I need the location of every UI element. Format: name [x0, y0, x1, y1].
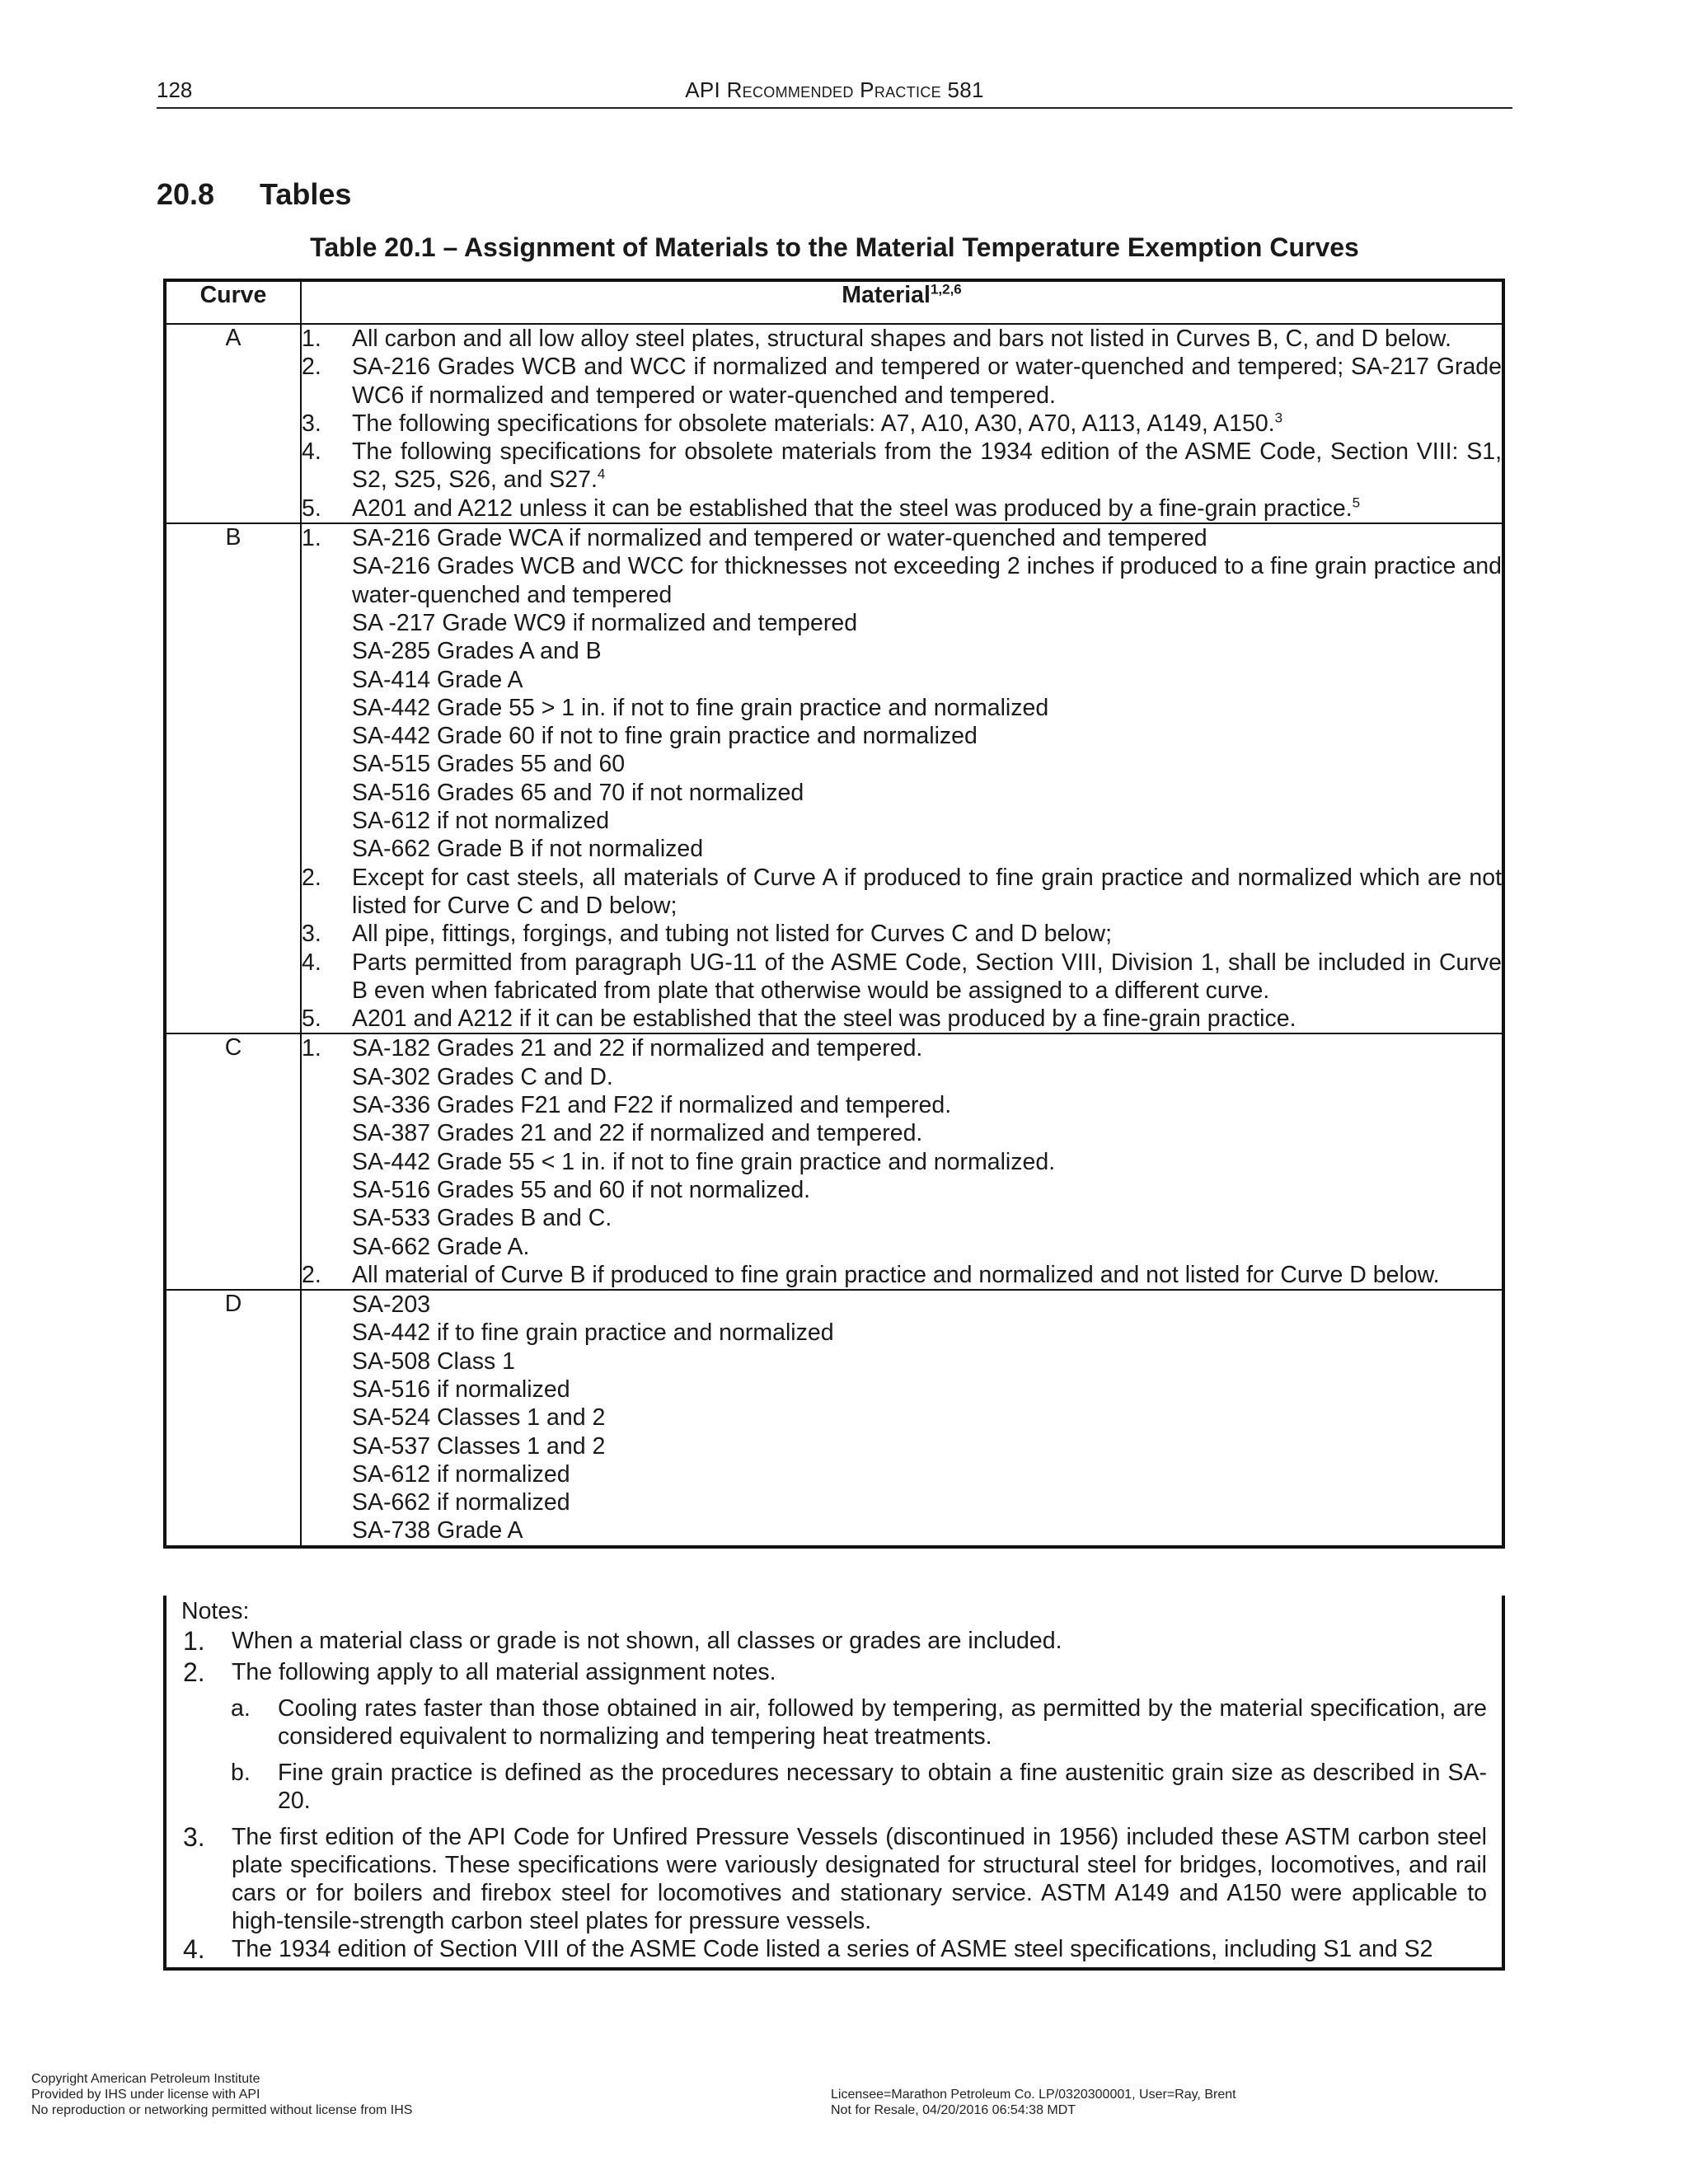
item-text: SA-414 Grade A: [352, 666, 523, 693]
material-item: [302, 1119, 1502, 1147]
item-number: 2.: [302, 1261, 321, 1288]
note-number: 2.: [183, 1657, 205, 1687]
item-text-wrap: [352, 325, 1502, 353]
footnote-ref: 4: [597, 466, 606, 482]
item-text-wrap: [352, 637, 1502, 665]
material-item: [302, 410, 1502, 438]
item-text: All pipe, fittings, forgings, and tubing not listed for Curves C and D below;: [352, 921, 1112, 948]
material-item: [302, 438, 1502, 494]
material-item: [302, 1404, 1502, 1432]
item-number: [302, 694, 352, 722]
item-text: SA-336 Grades F21 and F22 if normalized and tempered.: [352, 1092, 952, 1119]
running-title: API Recommended Practice 581: [685, 77, 984, 102]
material-table-body: [165, 324, 1503, 1547]
material-item: [302, 1376, 1502, 1404]
item-text: SA-216 Grade WCA if normalized and tempered or water-quenched and tempered: [352, 525, 1207, 552]
material-item: [302, 1005, 1502, 1033]
material-list: [301, 324, 1503, 523]
item-text: SA-387 Grades 21 and 22 if normalized and tempered.: [352, 1120, 923, 1147]
item-text-wrap: [352, 1204, 1502, 1232]
item-text-wrap: [352, 1432, 1502, 1460]
material-item: [302, 1034, 1502, 1062]
footer-line: Not for Resale, 04/20/2016 06:54:38 MDT: [831, 2103, 1076, 2117]
item-text: SA-612 if not normalized: [352, 808, 610, 835]
item-text: SA-508 Class 1: [352, 1347, 516, 1375]
item-text-wrap: [352, 1488, 1502, 1516]
item-number: 1.: [302, 1035, 321, 1062]
item-text-wrap: [352, 750, 1502, 778]
table-notes: [163, 1596, 1505, 1971]
material-item: [302, 1291, 1502, 1319]
item-text-wrap: [352, 1291, 1502, 1319]
item-number: [302, 609, 352, 637]
item-text-wrap: [352, 353, 1502, 410]
table-title: Table 20.1 – Assignment of Materials to the Material Temperature Exemption Curves: [310, 232, 1359, 262]
note-text: The following apply to all material assignment notes.: [232, 1659, 776, 1685]
item-text-wrap: [352, 1376, 1502, 1404]
item-text: SA-537 Classes 1 and 2: [352, 1432, 606, 1460]
item-text-wrap: [352, 1063, 1502, 1091]
item-number: [302, 722, 352, 750]
material-item: [302, 1148, 1502, 1176]
material-item: [302, 1516, 1502, 1544]
footer-line: No reproduction or networking permitted without license from IHS: [31, 2103, 413, 2117]
material-item: [302, 694, 1502, 722]
item-number: 3.: [302, 921, 321, 948]
material-item: [302, 353, 1502, 410]
item-number: [302, 1176, 352, 1204]
material-item: [302, 835, 1502, 863]
material-item: [302, 807, 1502, 835]
item-number: [302, 1516, 352, 1544]
material-item: [302, 552, 1502, 609]
item-number: [302, 779, 352, 807]
note-2a: [231, 1694, 1487, 1750]
item-text-wrap: [352, 410, 1502, 438]
note-number: 3.: [183, 1822, 205, 1852]
material-item: [302, 1347, 1502, 1376]
item-text: SA-203: [352, 1291, 431, 1319]
item-text-wrap: [352, 1233, 1502, 1261]
item-text-wrap: [352, 1005, 1502, 1033]
material-item: [302, 750, 1502, 778]
material-item: [302, 722, 1502, 750]
item-text-wrap: [352, 1516, 1502, 1544]
note-text: When a material class or grade is not shown, all classes or grades are included.: [232, 1628, 1062, 1654]
item-number: 3.: [302, 410, 321, 437]
footer-line: Copyright American Petroleum Institute: [31, 2072, 260, 2086]
item-number: [302, 1404, 352, 1432]
curve-label: B: [165, 523, 301, 1033]
item-text: SA-662 if normalized: [352, 1489, 570, 1516]
note-number: b.: [231, 1760, 251, 1786]
curve-row: [165, 1290, 1503, 1547]
material-item: [302, 524, 1502, 552]
curve-row: [165, 523, 1503, 1033]
item-number: 2.: [302, 864, 321, 891]
note-4: [183, 1935, 1487, 1963]
material-item: [302, 1176, 1502, 1204]
item-text-wrap: [352, 609, 1502, 637]
item-number: 2.: [302, 354, 321, 381]
item-text: The following specifications for obsolete materials: A7, A10, A30, A70, A113, A149, A150.: [352, 410, 1275, 437]
material-item: [302, 666, 1502, 694]
material-item: [302, 949, 1502, 1005]
item-text: SA-442 Grade 60 if not to fine grain practice and normalized: [352, 723, 978, 750]
material-header-label: Material: [842, 282, 931, 308]
section-number: 20.8: [157, 177, 215, 211]
material-item: [302, 1432, 1502, 1460]
item-text: SA-662 Grade B if not normalized: [352, 836, 704, 863]
item-number: [302, 1233, 352, 1261]
footer-copyright: [31, 2071, 412, 2118]
notes-heading: Notes:: [181, 1598, 250, 1624]
material-list: [301, 523, 1503, 1033]
item-text: SA-516 Grades 55 and 60 if not normalized.: [352, 1176, 811, 1203]
item-text: A201 and A212 unless it can be established that the steel was produced by a fine-grain practice.: [352, 494, 1353, 522]
item-text-wrap: [352, 552, 1502, 609]
item-text-wrap: [352, 1034, 1502, 1062]
note-1: [183, 1627, 1487, 1655]
item-number: [302, 666, 352, 694]
item-number: [302, 552, 352, 609]
material-item: [302, 1488, 1502, 1516]
item-text-wrap: [352, 779, 1502, 807]
item-text: SA-516 if normalized: [352, 1376, 570, 1403]
material-list: [301, 1290, 1503, 1547]
item-text-wrap: [352, 1119, 1502, 1147]
table-header-row: [165, 280, 1503, 324]
page-header: [157, 76, 1512, 109]
footer-license: [831, 2087, 1236, 2118]
note-number: 1.: [183, 1626, 205, 1656]
item-number: [302, 1319, 352, 1347]
item-text-wrap: [352, 807, 1502, 835]
material-item: [302, 1091, 1502, 1119]
item-number: [302, 1488, 352, 1516]
item-number: [302, 1204, 352, 1232]
item-text: SA-285 Grades A and B: [352, 638, 602, 665]
item-number: [302, 835, 352, 863]
item-text-wrap: [352, 1261, 1502, 1289]
page-number: 128: [157, 77, 193, 102]
item-text: SA-442 Grade 55 > 1 in. if not to fine grain practice and normalized: [352, 694, 1049, 721]
footnote-ref: 5: [1352, 494, 1361, 511]
note-number: a.: [231, 1695, 251, 1722]
item-number: [302, 807, 352, 835]
curve-row: [165, 324, 1503, 523]
item-text-wrap: [352, 524, 1502, 552]
note-text: Cooling rates faster than those obtained in air, followed by tempering, as permitted by the material specification, are considered equivalent to normalizing and tempering heat treatments.: [278, 1695, 1487, 1750]
item-number: 4.: [302, 438, 321, 466]
footnote-ref: 3: [1274, 410, 1283, 426]
note-text: Fine grain practice is defined as the procedures necessary to obtain a fine austenitic grain size as described in SA-20.: [278, 1760, 1487, 1814]
note-number: 4.: [183, 1934, 205, 1964]
item-text: Except for cast steels, all materials of Curve A if produced to fine grain practice and normalized which are not listed for Curve C and D below;: [352, 864, 1502, 919]
item-number: [302, 750, 352, 778]
item-number: [302, 1347, 352, 1376]
item-text-wrap: [352, 1460, 1502, 1488]
material-item: [302, 1319, 1502, 1347]
material-column-header: [301, 280, 1503, 324]
item-text: A201 and A212 if it can be established that the steel was produced by a fine-grain practice.: [352, 1005, 1296, 1033]
item-number: [302, 1291, 352, 1319]
material-item: [302, 1233, 1502, 1261]
item-text-wrap: [352, 920, 1502, 948]
curve-column-header: Curve: [165, 280, 301, 324]
item-text-wrap: [352, 722, 1502, 750]
item-text-wrap: [352, 1091, 1502, 1119]
item-number: [302, 1376, 352, 1404]
item-text: SA-662 Grade A.: [352, 1233, 530, 1260]
item-number: [302, 1063, 352, 1091]
item-text-wrap: [352, 949, 1502, 1005]
item-number: [302, 1432, 352, 1460]
footer-line: Provided by IHS under license with API: [31, 2088, 260, 2102]
note-text: The 1934 edition of Section VIII of the ASME Code listed a series of ASME steel specifications, including S1 and S2: [232, 1936, 1433, 1962]
item-number: [302, 637, 352, 665]
item-text-wrap: [352, 1148, 1502, 1176]
material-item: [302, 494, 1502, 523]
item-number: [302, 1460, 352, 1488]
material-item: [302, 779, 1502, 807]
material-table: [163, 279, 1505, 1549]
item-number: 1.: [302, 326, 321, 352]
item-text: SA-216 Grades WCB and WCC if normalized and tempered or water-quenched and tempered; SA-217 Grade WC6 if normalized and tempered or water-quenched and tempered.: [352, 354, 1502, 409]
item-number: [302, 1119, 352, 1147]
material-item: [302, 1063, 1502, 1091]
item-text: SA-302 Grades C and D.: [352, 1063, 613, 1090]
item-text: SA -217 Grade WC9 if normalized and tempered: [352, 609, 858, 636]
material-item: [302, 1261, 1502, 1289]
item-number: 5.: [302, 1005, 321, 1033]
section-title: Tables: [260, 177, 352, 211]
note-2b: [231, 1759, 1487, 1815]
item-text-wrap: [352, 694, 1502, 722]
item-number: [302, 1148, 352, 1176]
curve-label: A: [165, 324, 301, 523]
item-number: 1.: [302, 525, 321, 552]
item-text: SA-442 if to fine grain practice and normalized: [352, 1319, 834, 1347]
item-text-wrap: [352, 835, 1502, 863]
material-item: [302, 325, 1502, 353]
item-text: SA-533 Grades B and C.: [352, 1205, 612, 1232]
item-text: SA-612 if normalized: [352, 1460, 570, 1488]
note-text: The first edition of the API Code for Unfired Pressure Vessels (discontinued in 1956) included these ASTM carbon steel plate specifications. These specifications were variously designated for structural steel for bridges, locomotives, and rail cars or for boilers and firebox steel for locomotives and stationary service. ASTM A149 and A150 were applicable to high-tensile-strength carbon steel plates for pressure vessels.: [232, 1824, 1487, 1934]
item-text: SA-516 Grades 65 and 70 if not normalized: [352, 779, 804, 806]
item-text: SA-515 Grades 55 and 60: [352, 751, 626, 778]
item-text: All material of Curve B if produced to fine grain practice and normalized and not listed for Curve D below.: [352, 1261, 1440, 1288]
item-number: 5.: [302, 494, 321, 522]
material-item: [302, 1460, 1502, 1488]
item-text: Parts permitted from paragraph UG-11 of the ASME Code, Section VIII, Division 1, shall be included in Curve B even when fabricated from plate that otherwise would be assigned to a different curve.: [352, 949, 1502, 1004]
item-text: The following specifications for obsolete materials from the 1934 edition of the ASME Code, Section VIII: S1, S2, S25, S26, and S27.: [352, 438, 1502, 494]
item-text-wrap: [352, 1347, 1502, 1376]
item-text-wrap: [352, 1176, 1502, 1204]
note-3: [183, 1823, 1487, 1935]
material-item: [302, 864, 1502, 921]
item-text-wrap: [352, 864, 1502, 921]
material-header-footnotes: 1,2,6: [930, 281, 962, 298]
item-text: SA-524 Classes 1 and 2: [352, 1404, 606, 1432]
material-item: [302, 1204, 1502, 1232]
item-number: 4.: [302, 949, 321, 976]
item-text-wrap: [352, 1319, 1502, 1347]
material-item: [302, 609, 1502, 637]
section-heading: [157, 177, 351, 212]
curve-label: D: [165, 1290, 301, 1547]
item-number: [302, 1091, 352, 1119]
footer-line: Licensee=Marathon Petroleum Co. LP/0320300001, User=Ray, Brent: [831, 2088, 1236, 2102]
item-text: All carbon and all low alloy steel plates, structural shapes and bars not listed in Curves B, C, and D below.: [352, 326, 1451, 352]
curve-row: [165, 1033, 1503, 1290]
material-list: [301, 1033, 1503, 1290]
item-text-wrap: [352, 438, 1502, 494]
material-item: [302, 637, 1502, 665]
item-text: SA-442 Grade 55 < 1 in. if not to fine grain practice and normalized.: [352, 1148, 1056, 1175]
item-text-wrap: [352, 666, 1502, 694]
item-text-wrap: [352, 494, 1502, 523]
material-item: [302, 920, 1502, 948]
item-text: SA-216 Grades WCB and WCC for thicknesses not exceeding 2 inches if produced to a fine grain practice and water-quenched and tempered: [352, 553, 1502, 608]
curve-label: C: [165, 1033, 301, 1290]
note-2: [183, 1658, 1487, 1686]
item-text-wrap: [352, 1404, 1502, 1432]
item-text: SA-738 Grade A: [352, 1517, 523, 1544]
item-text: SA-182 Grades 21 and 22 if normalized and tempered.: [352, 1035, 923, 1062]
